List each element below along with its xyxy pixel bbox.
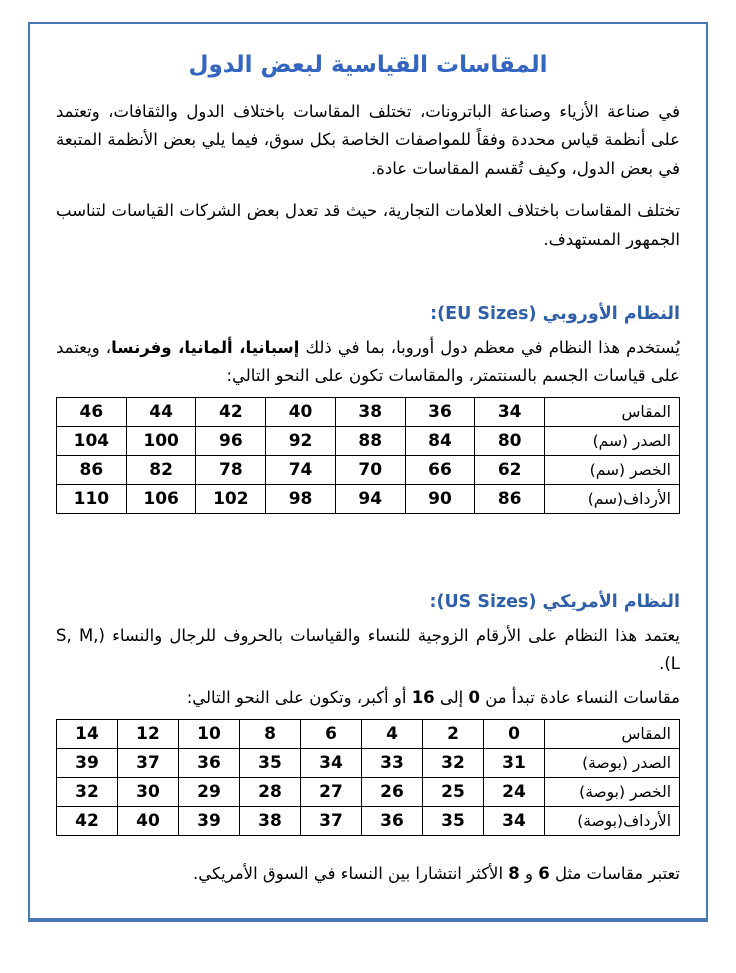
row-label-cell: الصدر (سم): [545, 426, 680, 455]
size-value-cell: 82: [126, 455, 196, 484]
size-value-cell: 40: [118, 806, 179, 835]
row-label-cell: المقاس: [545, 719, 680, 748]
size-value-cell: 36: [179, 748, 240, 777]
size-value-cell: 94: [335, 484, 405, 513]
us-sizes-table: [56, 719, 680, 836]
size-value-cell: 31: [484, 748, 545, 777]
size-value-cell: 62: [475, 455, 545, 484]
size-value-cell: 42: [57, 806, 118, 835]
size-header-cell: 46: [57, 397, 127, 426]
row-label-cell: الأرداف(بوصة): [545, 806, 680, 835]
size-header-cell: 14: [57, 719, 118, 748]
size-header-cell: 0: [484, 719, 545, 748]
size-value-cell: 28: [240, 777, 301, 806]
us-size-max: 16: [411, 688, 435, 708]
size-value-cell: 100: [126, 426, 196, 455]
row-label-cell: الخصر (بوصة): [545, 777, 680, 806]
us-size-min: 0: [468, 688, 480, 708]
size-header-cell: 34: [475, 397, 545, 426]
size-header-cell: 10: [179, 719, 240, 748]
size-value-cell: 104: [57, 426, 127, 455]
eu-sizes-heading: النظام الأوروبي (EU Sizes):: [430, 303, 680, 324]
size-value-cell: 66: [405, 455, 475, 484]
us-sizes-description-1: يعتمد هذا النظام على الأرقام الزوجية للنساء والقياسات بالحروف للرجال والنساء (S, M, L).: [56, 625, 680, 673]
size-value-cell: 39: [57, 748, 118, 777]
size-value-cell: 37: [301, 806, 362, 835]
footer-note-text: تعتبر مقاسات مثل: [549, 863, 680, 883]
document-page: [28, 22, 708, 922]
size-value-cell: 25: [423, 777, 484, 806]
size-value-cell: 70: [335, 455, 405, 484]
table-row: [57, 426, 680, 455]
size-header-cell: 38: [335, 397, 405, 426]
size-header-cell: 36: [405, 397, 475, 426]
intro-paragraph-2: تختلف المقاسات باختلاف العلامات التجارية، حيث قد تعدل بعض الشركات القياسات لتناسب الجمهور المستهدف.: [56, 201, 680, 249]
row-label-cell: الصدر (بوصة): [545, 748, 680, 777]
size-header-cell: 2: [423, 719, 484, 748]
popular-size-2: 8: [508, 863, 520, 883]
size-value-cell: 86: [57, 455, 127, 484]
size-value-cell: 30: [118, 777, 179, 806]
size-value-cell: 36: [362, 806, 423, 835]
size-header-cell: 12: [118, 719, 179, 748]
size-value-cell: 33: [362, 748, 423, 777]
table-header-row: [57, 397, 680, 426]
eu-description-bold-countries: إسبانيا، ألمانيا، وفرنسا: [111, 337, 300, 357]
size-value-cell: 38: [240, 806, 301, 835]
eu-description-text-2: ، ويعتمد على قياسات الجسم بالسنتمتر، والمقاسات تكون على النحو التالي:: [56, 337, 680, 386]
size-value-cell: 34: [484, 806, 545, 835]
row-label-cell: الخصر (سم): [545, 455, 680, 484]
popular-size-1: 6: [538, 863, 550, 883]
size-header-cell: 8: [240, 719, 301, 748]
size-header-cell: 44: [126, 397, 196, 426]
size-value-cell: 24: [484, 777, 545, 806]
table-header-row: [57, 719, 680, 748]
us-description-text: مقاسات النساء عادة تبدأ من: [480, 688, 680, 708]
size-value-cell: 32: [57, 777, 118, 806]
footer-note-text-2: و: [519, 863, 539, 883]
us-sizes-description-2: [56, 684, 680, 712]
size-value-cell: 96: [196, 426, 266, 455]
table-row: [57, 484, 680, 513]
size-value-cell: 84: [405, 426, 475, 455]
size-value-cell: 34: [301, 748, 362, 777]
size-value-cell: 92: [266, 426, 336, 455]
table-row: [57, 777, 680, 806]
size-value-cell: 98: [266, 484, 336, 513]
eu-description-text: يُستخدم هذا النظام في معظم دول أوروبا، بما في ذلك: [299, 337, 680, 357]
size-value-cell: 106: [126, 484, 196, 513]
size-header-cell: 42: [196, 397, 266, 426]
size-value-cell: 74: [266, 455, 336, 484]
row-label-cell: المقاس: [545, 397, 680, 426]
size-value-cell: 80: [475, 426, 545, 455]
page-title: المقاسات القياسية لبعض الدول: [188, 52, 548, 78]
us-description-text-3: أو أكبر، وتكون على النحو التالي:: [186, 688, 412, 708]
size-value-cell: 86: [475, 484, 545, 513]
size-value-cell: 32: [423, 748, 484, 777]
size-value-cell: 26: [362, 777, 423, 806]
eu-sizes-table: [56, 397, 680, 514]
size-value-cell: 35: [240, 748, 301, 777]
footer-note: [56, 860, 680, 888]
intro-paragraph-1: في صناعة الأزياء وصناعة الباترونات، تختلف المقاسات باختلاف الدول والثقافات، وتعتمد على أنظمة قياس محددة وفقاً للمواصفات الخاصة بكل سوق، فيما يلي بعض الأنظمة المتبعة في بعض الدول، وكيف تُقسم المقاسات عادة.: [56, 102, 680, 178]
table-row: [57, 455, 680, 484]
size-value-cell: 88: [335, 426, 405, 455]
table-row: [57, 806, 680, 835]
size-value-cell: 27: [301, 777, 362, 806]
us-sizes-heading: النظام الأمريكي (US Sizes):: [429, 591, 680, 612]
size-value-cell: 78: [196, 455, 266, 484]
us-description-text-2: إلى: [434, 688, 469, 708]
size-value-cell: 90: [405, 484, 475, 513]
row-label-cell: الأرداف(سم): [545, 484, 680, 513]
size-value-cell: 110: [57, 484, 127, 513]
size-header-cell: 40: [266, 397, 336, 426]
size-value-cell: 39: [179, 806, 240, 835]
eu-sizes-description: [56, 334, 680, 391]
table-row: [57, 748, 680, 777]
size-value-cell: 102: [196, 484, 266, 513]
size-value-cell: 35: [423, 806, 484, 835]
size-value-cell: 29: [179, 777, 240, 806]
size-value-cell: 37: [118, 748, 179, 777]
footer-note-text-3: الأكثر انتشارا بين النساء في السوق الأمريكي.: [193, 863, 509, 883]
size-header-cell: 4: [362, 719, 423, 748]
size-header-cell: 6: [301, 719, 362, 748]
